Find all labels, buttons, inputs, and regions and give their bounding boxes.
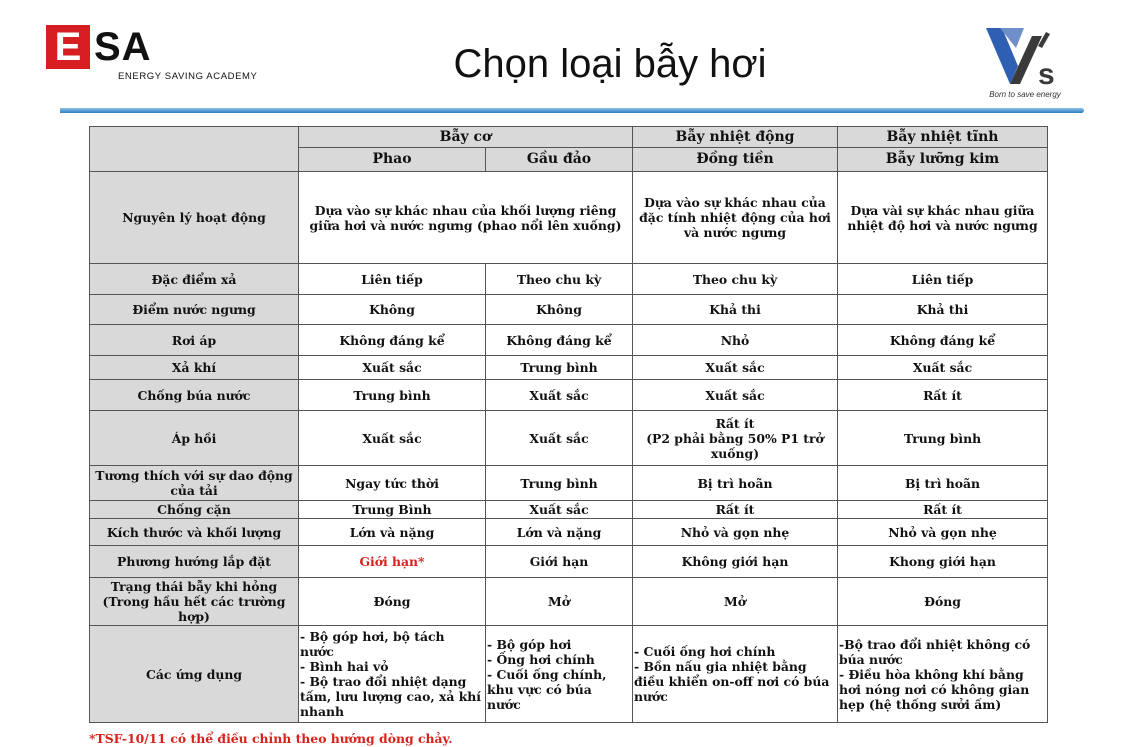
table-cell: Xuất sắc xyxy=(299,356,486,380)
table-cell: Xuất sắc xyxy=(633,356,838,380)
table-cell: Không xyxy=(299,295,486,325)
table-row xyxy=(90,380,1048,411)
row-label: Điểm nước ngưng xyxy=(90,295,299,325)
table-cell: Theo chu kỳ xyxy=(486,264,633,295)
row-label: Đặc điểm xả xyxy=(90,264,299,295)
table-cell: Bị trì hoãn xyxy=(633,466,838,501)
table-row xyxy=(90,519,1048,546)
table-cell: Trung bình xyxy=(486,356,633,380)
table-cell: Không đáng kể xyxy=(299,325,486,356)
table-header-row-groups xyxy=(90,127,1048,148)
table-cell: Liên tiếp xyxy=(299,264,486,295)
table-cell: Xuất sắc xyxy=(486,380,633,411)
applications-cell xyxy=(633,626,838,723)
table-cell: Trung bình xyxy=(838,411,1048,466)
table-cell: Dựa vào sự khác nhau của đặc tính nhiệt động của hơi và nước ngưng xyxy=(633,172,838,264)
header-divider xyxy=(60,108,1084,113)
table-cell-highlight: Giới hạn* xyxy=(299,546,486,578)
table-row xyxy=(90,546,1048,578)
table-cell: Lớn và nặng xyxy=(299,519,486,546)
table-cell: Dựa vài sự khác nhau giữa nhiệt độ hơi và nước ngưng xyxy=(838,172,1048,264)
table-cell: Rất ít xyxy=(838,501,1048,519)
table-cell: Xuất sắc xyxy=(633,380,838,411)
table-cell: Xuất sắc xyxy=(838,356,1048,380)
table-cell: Khả thi xyxy=(838,295,1048,325)
table-cell: Trung bình xyxy=(299,380,486,411)
row-label: Các ứng dụng xyxy=(90,626,299,723)
vs-logo-icon xyxy=(980,26,1070,90)
table-row xyxy=(90,172,1048,264)
row-label: Chống cặn xyxy=(90,501,299,519)
list-item: -Bộ trao đổi nhiệt không có búa nước xyxy=(839,636,1031,667)
comparison-table-container xyxy=(89,126,1047,723)
table-cell: Nhỏ và gọn nhẹ xyxy=(838,519,1048,546)
list-item: - Cuối ống chính, khu vực có búa nước xyxy=(487,666,607,712)
list-item: - Điều hòa không khí bằng hơi nóng nơi có không gian hẹp (hệ thống sưởi ấm) xyxy=(839,666,1030,712)
type-header-disc: Đồng tiền xyxy=(633,148,838,172)
list-item: - Ống hơi chính xyxy=(487,651,595,667)
group-header-thermodynamic: Bẫy nhiệt động xyxy=(633,127,838,148)
type-header-float: Phao xyxy=(299,148,486,172)
table-cell: Không giới hạn xyxy=(633,546,838,578)
table-cell: Dựa vào sự khác nhau của khối lượng riêng giữa hơi và nước ngưng (phao nổi lên xuống) xyxy=(299,172,633,264)
table-row xyxy=(90,411,1048,466)
list-item: - Bộ trao đổi nhiệt dạng tấm, lưu lượng cao, xả khí nhanh xyxy=(300,674,481,719)
footnote: *TSF-10/11 có thể điều chỉnh theo hướng dòng chảy. xyxy=(89,731,453,746)
table-cell: Xuất sắc xyxy=(486,411,633,466)
row-label: Kích thước và khối lượng xyxy=(90,519,299,546)
group-header-thermostatic: Bẫy nhiệt tĩnh xyxy=(838,127,1048,148)
table-row xyxy=(90,466,1048,501)
esa-logo-mark: E xyxy=(46,25,90,69)
applications-cell xyxy=(838,626,1048,723)
steam-trap-comparison-table xyxy=(89,126,1048,723)
table-cell: Nhỏ xyxy=(633,325,838,356)
row-label: Xả khí xyxy=(90,356,299,380)
table-cell: Không đáng kể xyxy=(838,325,1048,356)
table-cell: Không xyxy=(486,295,633,325)
vs-logo-tagline: Born to save energy xyxy=(989,90,1061,99)
table-cell: Lớn và nặng xyxy=(486,519,633,546)
type-header-bimetal: Bẫy lưỡng kim xyxy=(838,148,1048,172)
table-cell: Nhỏ và gọn nhẹ xyxy=(633,519,838,546)
header-corner-cell xyxy=(90,127,299,172)
list-item: - Cuối ống hơi chính xyxy=(634,644,776,659)
table-cell: Xuất sắc xyxy=(299,411,486,466)
table-cell: Mở xyxy=(486,578,633,626)
table-cell: Khả thi xyxy=(633,295,838,325)
table-cell: Rất ít xyxy=(838,380,1048,411)
table-cell: Trung bình xyxy=(486,466,633,501)
table-row xyxy=(90,325,1048,356)
table-cell xyxy=(633,411,838,466)
applications-cell xyxy=(299,626,486,723)
cell-note: (P2 phải bằng 50% P1 trở xuống) xyxy=(646,430,824,461)
table-cell: Khong giới hạn xyxy=(838,546,1048,578)
table-cell: Giới hạn xyxy=(486,546,633,578)
table-cell: Đóng xyxy=(299,578,486,626)
svg-text:s: s xyxy=(1038,58,1055,90)
applications-cell xyxy=(486,626,633,723)
esa-logo-text: SA xyxy=(94,25,152,69)
table-cell: Rất ít xyxy=(633,501,838,519)
type-header-bucket: Gầu đảo xyxy=(486,148,633,172)
list-item: - Bộ góp hơi, bộ tách nước xyxy=(300,629,445,659)
table-row xyxy=(90,501,1048,519)
table-cell: Không đáng kể xyxy=(486,325,633,356)
table-cell: Liên tiếp xyxy=(838,264,1048,295)
esa-logo xyxy=(46,25,256,85)
table-cell: Bị trì hoãn xyxy=(838,466,1048,501)
row-label: Phương hướng lắp đặt xyxy=(90,546,299,578)
row-label: Nguyên lý hoạt động xyxy=(90,172,299,264)
row-label: Chống búa nước xyxy=(90,380,299,411)
row-label: Áp hồi xyxy=(90,411,299,466)
list-item: - Bồn nấu gia nhiệt bằng điều khiển on-off nơi có búa nước xyxy=(634,659,830,704)
table-cell: Theo chu kỳ xyxy=(633,264,838,295)
page-title: Chọn loại bẫy hơi xyxy=(453,42,767,86)
row-label: Rơi áp xyxy=(90,325,299,356)
vs-logo xyxy=(980,26,1070,106)
table-cell: Trung Bình xyxy=(299,501,486,519)
table-cell: Mở xyxy=(633,578,838,626)
table-cell: Xuất sắc xyxy=(486,501,633,519)
esa-logo-subtitle: ENERGY SAVING ACADEMY xyxy=(118,71,258,82)
table-row xyxy=(90,626,1048,723)
table-row xyxy=(90,356,1048,380)
table-row xyxy=(90,264,1048,295)
row-label: Tương thích với sự dao động của tải xyxy=(90,466,299,501)
group-header-mechanical: Bẫy cơ xyxy=(299,127,633,148)
table-row xyxy=(90,295,1048,325)
table-cell: Ngay tức thời xyxy=(299,466,486,501)
cell-value: Rất ít xyxy=(715,415,755,431)
list-item: - Bình hai vỏ xyxy=(300,659,389,674)
list-item: - Bộ góp hơi xyxy=(487,636,572,652)
row-label: Trạng thái bẫy khi hỏng (Trong hầu hết các trường hợp) xyxy=(90,578,299,626)
table-cell: Đóng xyxy=(838,578,1048,626)
table-row xyxy=(90,578,1048,626)
